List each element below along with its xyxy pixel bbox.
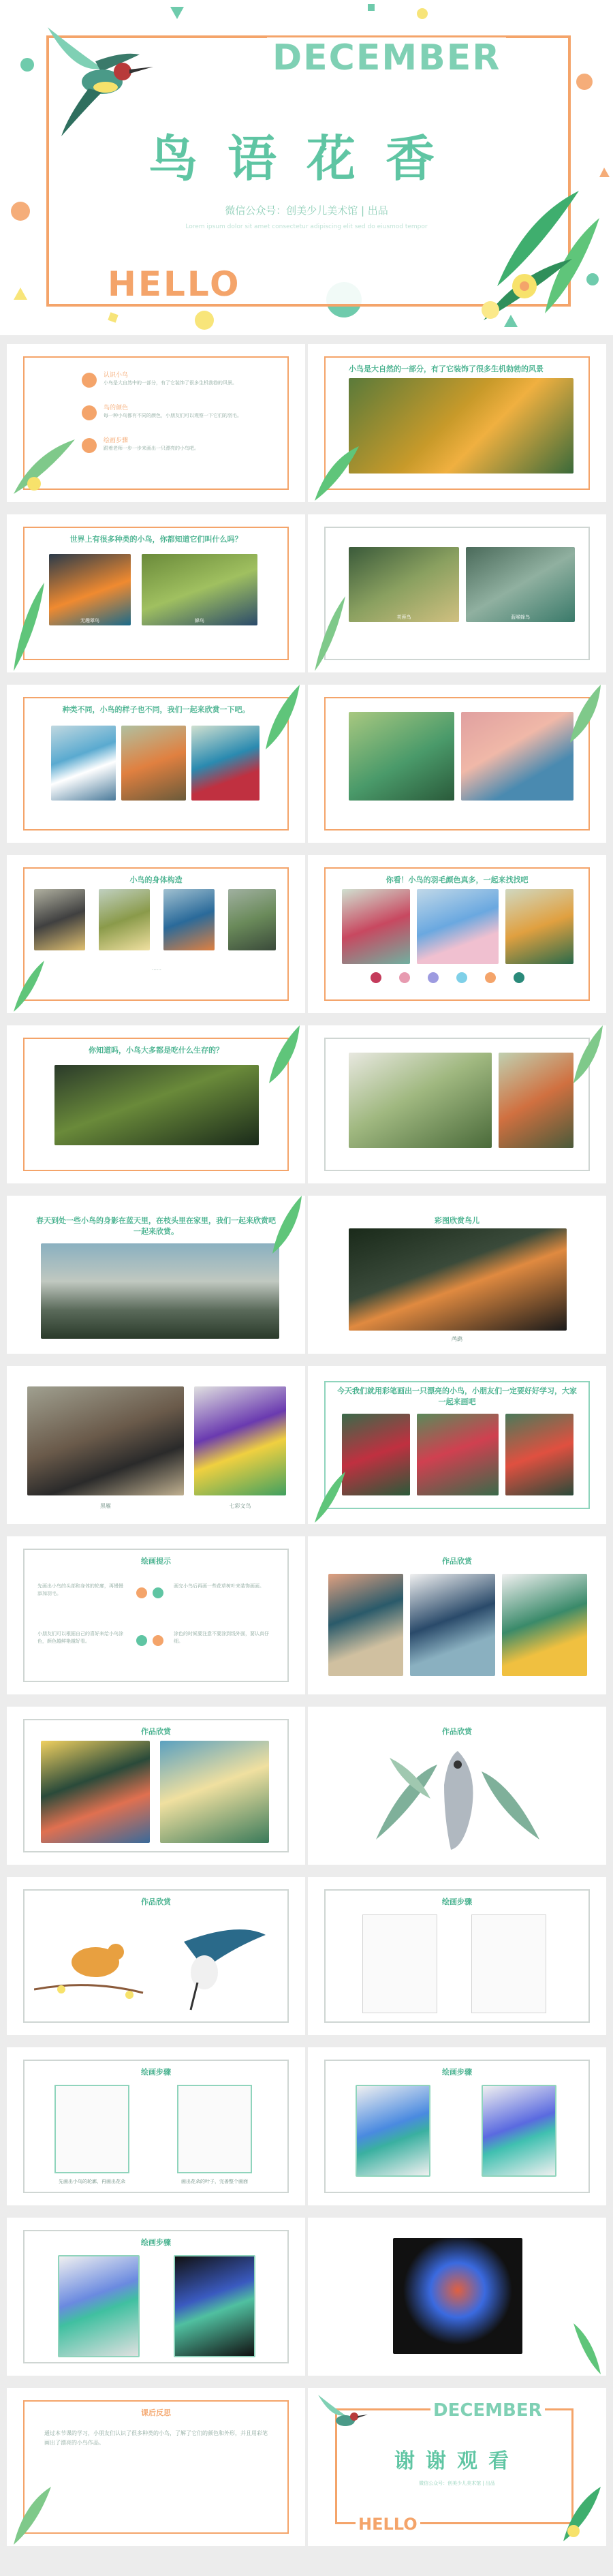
artwork-image: [41, 1741, 150, 1843]
end-title: 谢谢观看: [394, 2449, 520, 2473]
bird-photo: [342, 1414, 410, 1495]
artwork-image: [328, 1574, 403, 1676]
bird-photo: [191, 726, 260, 801]
slide-bird-friends: [308, 1025, 606, 1183]
color-swatch: [399, 972, 410, 983]
photo-label: 七彩文鸟: [229, 1503, 251, 1509]
list-item-text: 小鸟是大自然中的一部分，有了它装饰了很多生机勃勃的风景。: [104, 380, 237, 386]
slide-title: 绘画步骤: [442, 1897, 472, 1906]
slide-artwork-2: [7, 1707, 305, 1865]
slide-title: 作品欣赏: [141, 1727, 171, 1736]
colored-sketch: [58, 2255, 140, 2357]
sketch-step: [471, 1914, 546, 2013]
slide-feather-colors: [308, 855, 606, 1013]
color-swatch: [514, 972, 524, 983]
leaf-decoration: [259, 1025, 305, 1087]
slide-bird-types-2: [308, 514, 606, 672]
color-swatch: [485, 972, 496, 983]
list-item: [82, 435, 259, 468]
slide-title: 作品欣赏: [442, 1727, 472, 1736]
slide-title: 种类不同，小鸟的样子也不同，我们一起来欣赏一下吧。: [62, 705, 250, 714]
slide-title: 绘画提示: [141, 1557, 171, 1566]
tip-dot: [153, 1635, 163, 1646]
slide-intro-photo: [308, 344, 606, 502]
slide-artwork-4: [7, 1877, 305, 2035]
leaf-decoration: [7, 957, 48, 1013]
slide-final-artwork: [308, 2218, 606, 2376]
bird-photo: [54, 1065, 259, 1145]
colored-sketch: [482, 2085, 556, 2177]
bird-photo: [499, 1053, 573, 1148]
colored-sketch: [174, 2255, 255, 2357]
bird-photo: [34, 889, 85, 950]
slide-frame: [23, 2400, 289, 2534]
slide-notes: ……: [152, 966, 161, 972]
step-caption: 先画出小鸟的轮廓，再画出花朵: [59, 2179, 125, 2184]
reflection-text: 通过本节课的学习，小朋友们认识了很多种类的小鸟，了解了它们的颜色和外形，并且用彩笔画出了漂亮的小鸟作品。: [44, 2430, 268, 2446]
bird-photo: [51, 726, 116, 801]
sketch-step: [177, 2085, 252, 2173]
photo-label: 蓝喉蜂鸟: [511, 615, 530, 620]
list-item-text: 跟着老师一步一步来画出一只漂亮的小鸟吧。: [104, 446, 199, 451]
leaf-decoration: [308, 439, 362, 502]
slide-step-4: [7, 2218, 305, 2376]
bird-photo: [194, 1386, 286, 1495]
leaf-decoration: [7, 426, 82, 502]
step-caption: 画出花朵的叶子，完善整个画面: [181, 2179, 248, 2184]
bird-photo: [342, 889, 410, 964]
bird-photo: [142, 554, 257, 625]
slide-contents: [7, 344, 305, 502]
cover-hello: HELLO: [102, 264, 246, 304]
palm-leaf-decoration: [443, 177, 613, 335]
bird-photo: [417, 1414, 499, 1495]
leaf-decoration: [252, 685, 305, 753]
parrot-artwork: [362, 1737, 553, 1853]
bird-photo: [466, 547, 575, 622]
tip-dot: [136, 1587, 147, 1598]
slide-title: 作品欣赏: [442, 1557, 472, 1566]
bird-photo: [349, 547, 459, 622]
artwork-image: [502, 1574, 587, 1676]
number-circle: [82, 405, 97, 420]
leaf-decoration: [560, 685, 606, 746]
leaf-decoration: [262, 1196, 305, 1257]
tip-text: 小朋友们可以根据自己的喜好来给小鸟涂色，颜色越鲜艳越好看。: [37, 1631, 123, 1644]
list-item-title: 认识小鸟: [104, 372, 129, 379]
tip-text: 先画出小鸟的头部和身体的轮廓，再慢慢添加羽毛。: [37, 1583, 123, 1596]
cover-slide: [0, 0, 613, 335]
color-swatch: [428, 972, 439, 983]
slide-frame: [23, 1549, 289, 1682]
bird-photo: [99, 889, 150, 950]
bird-photo: [27, 1386, 184, 1495]
color-swatch: [371, 972, 381, 983]
sketch-step: [54, 2085, 129, 2173]
slide-title: 你知道吗，小鸟大多都是吃什么生存的？: [89, 1046, 223, 1055]
photo-label: 黑雁: [100, 1503, 111, 1509]
end-hello: HELLO: [356, 2515, 420, 2534]
slide-title: 世界上有很多种类的小鸟，你都知道它们叫什么吗？: [69, 535, 242, 544]
slide-title: 小鸟的身体构造: [129, 875, 183, 884]
slide-bird-food: [7, 1025, 305, 1183]
bird-photo: [417, 889, 499, 964]
slide-spring-birds: [7, 1196, 305, 1354]
list-item-text: 每一种小鸟都有不同的颜色，小朋友们可以观察一下它们的羽毛。: [104, 413, 242, 418]
list-item: [82, 403, 259, 435]
list-item-title: 鸟的颜色: [104, 405, 129, 412]
slide-title: 绘画步骤: [442, 2068, 472, 2077]
slide-body-structure: [7, 855, 305, 1013]
bird-photo: [121, 726, 186, 801]
end-heading-en: DECEMBER: [430, 2400, 545, 2421]
slide-artwork-3: [308, 1707, 606, 1865]
bird-photo: [505, 1414, 573, 1495]
sketch-step: [362, 1914, 437, 2013]
list-item-title: 绘画步骤: [104, 437, 129, 444]
artwork-image: [410, 1574, 495, 1676]
bird-photo: [349, 1053, 492, 1148]
bird-photo: [228, 889, 276, 950]
slide-step-1: [308, 1877, 606, 2035]
cover-subtitle: 微信公众号：创美少儿美术馆 | 出品: [225, 204, 388, 217]
leaf-decoration: [563, 1025, 606, 1087]
slide-step-2: [7, 2047, 305, 2205]
bird-photo: [349, 378, 573, 474]
slide-bird-types: [7, 514, 305, 672]
contents-list: [82, 370, 259, 468]
slide-title: 你看！小鸟的羽毛颜色真多，一起来找找吧: [386, 875, 529, 884]
artwork-image: [160, 1741, 269, 1843]
number-circle: [82, 438, 97, 453]
bird-photo: [461, 712, 573, 801]
slide-different-looks: [7, 685, 305, 843]
slide-goose-finch: [7, 1366, 305, 1524]
slide-title: 绘画步骤: [141, 2238, 171, 2247]
leaf-decoration: [567, 2320, 606, 2376]
slide-step-3: [308, 2047, 606, 2205]
tip-dot: [153, 1587, 163, 1598]
end-subtitle: 微信公众号：创美少儿美术馆 | 出品: [419, 2481, 495, 2486]
leaf-decoration: [308, 589, 349, 672]
hummingbird-illustration: [20, 14, 157, 143]
number-circle: [82, 373, 97, 388]
birds-artwork: [34, 1914, 279, 2017]
leaf-decoration: [308, 1468, 349, 1524]
bird-photo: [349, 712, 454, 801]
slide-thank-you: [308, 2388, 606, 2546]
leaf-decoration: [7, 576, 48, 672]
tip-dot: [136, 1635, 147, 1646]
color-swatch: [456, 972, 467, 983]
tip-text: 画完小鸟后再画一些花草树叶来装饰画面。: [174, 1583, 264, 1589]
slide-title: 作品欣赏: [141, 1897, 171, 1906]
bird-photo: [349, 1228, 567, 1331]
slide-title: 小鸟是大自然的一部分，有了它装饰了很多生机勃勃的风景: [349, 364, 544, 373]
slide-drawing-intro: [308, 1366, 606, 1524]
hummingbird-illustration: [308, 2388, 369, 2442]
photo-label: 芙蓉鸟: [396, 615, 411, 620]
photo-label: 无趣翠鸟: [80, 618, 99, 623]
slide-title: 课后反思: [141, 2408, 171, 2417]
leaf-decoration: [7, 2483, 54, 2546]
slide-hummingbirds: [308, 685, 606, 843]
slide-reflection: [7, 2388, 305, 2546]
slide-title: 今天我们就用彩笔画出一只漂亮的小鸟，小朋友们一定要好好学习，大家一起来画吧: [337, 1386, 577, 1406]
bird-photo: [505, 889, 573, 964]
list-item: [82, 370, 259, 403]
tip-text: 涂色的时候要注意不要涂到线外面，要认真仔细。: [174, 1631, 269, 1644]
slide-pelican: [308, 1196, 606, 1354]
slide-artwork-1: [308, 1536, 606, 1694]
cover-fineprint: Lorem ipsum dolor sit amet consectetur adipiscing elit sed do eiusmod tempor: [185, 223, 428, 230]
slide-title: 春天到处一些小鸟的身影在蓝天里，在枝头里在家里，我们一起来欣赏吧一起来欣赏。: [36, 1216, 276, 1236]
bird-photo: [49, 554, 131, 625]
cover-heading-en: DECEMBER: [267, 37, 506, 78]
colored-sketch: [356, 2085, 430, 2177]
final-artwork: [393, 2238, 522, 2354]
palm-leaf-decoration: [546, 2483, 606, 2546]
photo-label: 蜂鸟: [195, 618, 204, 623]
bird-photo: [163, 889, 215, 950]
cover-title: 鸟语花香: [148, 130, 465, 187]
slide-drawing-tips: [7, 1536, 305, 1694]
slide-title: 绘画步骤: [141, 2068, 171, 2077]
slide-title: 彩图欣赏鸟儿: [435, 1216, 480, 1225]
photo-label: 鸬鹚: [452, 1336, 462, 1342]
landscape-photo: [41, 1243, 279, 1339]
